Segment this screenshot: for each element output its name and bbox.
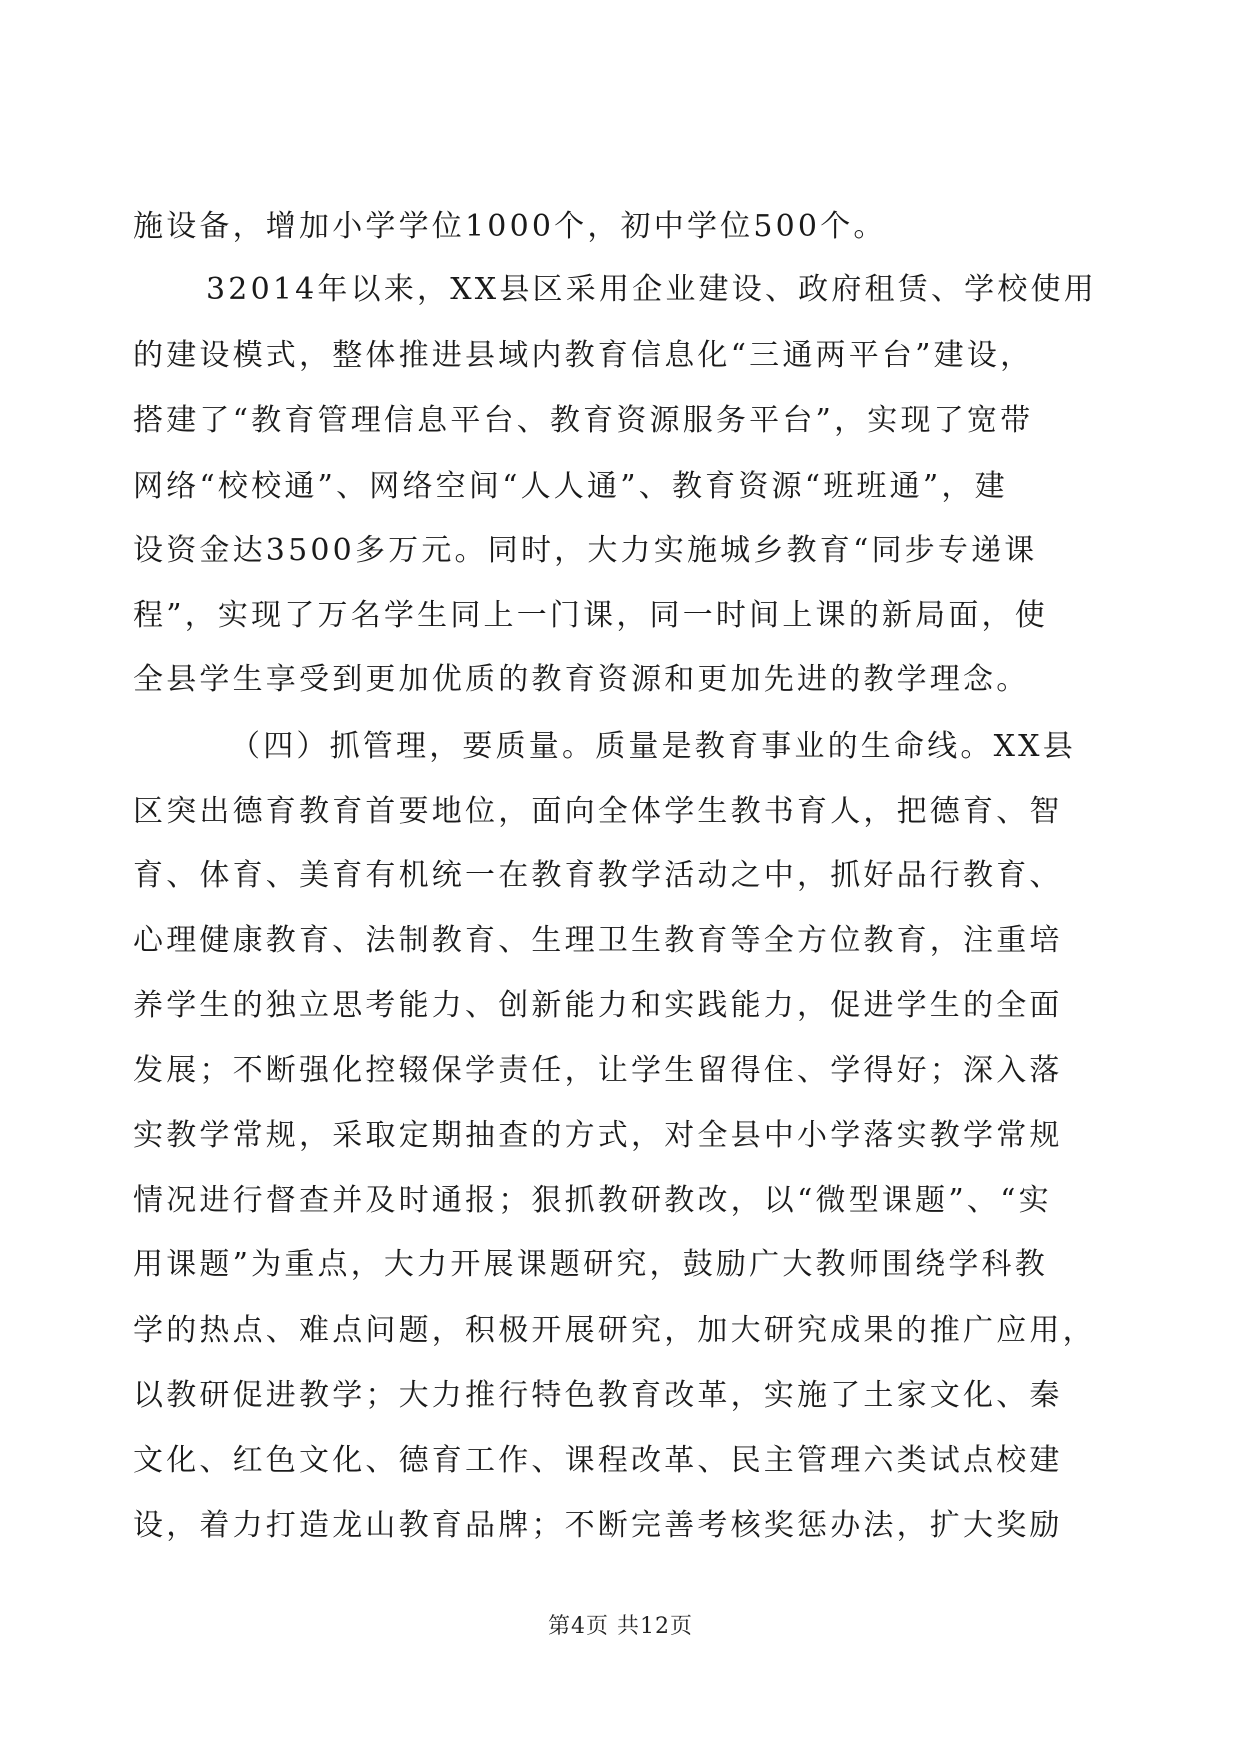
text-line: 设，着力打造龙山教育品牌；不断完善考核奖惩办法，扩大奖励 — [133, 1508, 1063, 1543]
text-line: 施设备，增加小学学位1000个，初中学位500个。 — [133, 209, 887, 244]
text-line: 以教研促进教学；大力推行特色教育改革，实施了土家文化、秦 — [133, 1378, 1063, 1413]
text-line: 育、体育、美育有机统一在教育教学活动之中，抓好品行教育、 — [133, 858, 1063, 893]
text-line: 区突出德育教育首要地位，面向全体学生教书育人，把德育、智 — [133, 794, 1063, 829]
text-line: 情况进行督查并及时通报；狠抓教研教改，以“微型课题”、“实 — [133, 1183, 1052, 1218]
page-footer: 第4页 共12页 — [548, 1614, 693, 1639]
text-line: 文化、红色文化、德育工作、课程改革、民主管理六类试点校建 — [133, 1443, 1063, 1478]
text-line: 发展；不断强化控辍保学责任，让学生留得住、学得好；深入落 — [133, 1053, 1063, 1088]
text-line: 实教学常规，采取定期抽查的方式，对全县中小学落实教学常规 — [133, 1118, 1063, 1153]
text-line: 全县学生享受到更加优质的教育资源和更加先进的教学理念。 — [133, 662, 1030, 697]
text-line: 用课题”为重点，大力开展课题研究，鼓励广大教师围绕学科教 — [133, 1247, 1048, 1282]
text-line: 搭建了“教育管理信息平台、教育资源服务平台”，实现了宽带 — [133, 403, 1034, 438]
text-line: 设资金达3500多万元。同时，大力实施城乡教育“同步专递课 — [133, 533, 1038, 568]
text-line: 养学生的独立思考能力、创新能力和实践能力，促进学生的全面 — [133, 988, 1063, 1023]
text-line: 心理健康教育、法制教育、生理卫生教育等全方位教育，注重培 — [133, 923, 1063, 958]
text-line: 学的热点、难点问题，积极开展研究，加大研究成果的推广应用， — [133, 1313, 1096, 1348]
section-heading-line: （四）抓管理，要质量。质量是教育事业的生命线。XX县 — [230, 729, 1076, 764]
text-line: 的建设模式，整体推进县域内教育信息化“三通两平台”建设， — [133, 338, 1034, 373]
text-line: 32014年以来，XX县区采用企业建设、政府租赁、学校使用 — [206, 272, 1097, 307]
text-line: 网络“校校通”、网络空间“人人通”、教育资源“班班通”，建 — [133, 469, 1008, 504]
text-line: 程”，实现了万名学生同上一门课，同一时间上课的新局面，使 — [133, 598, 1048, 633]
